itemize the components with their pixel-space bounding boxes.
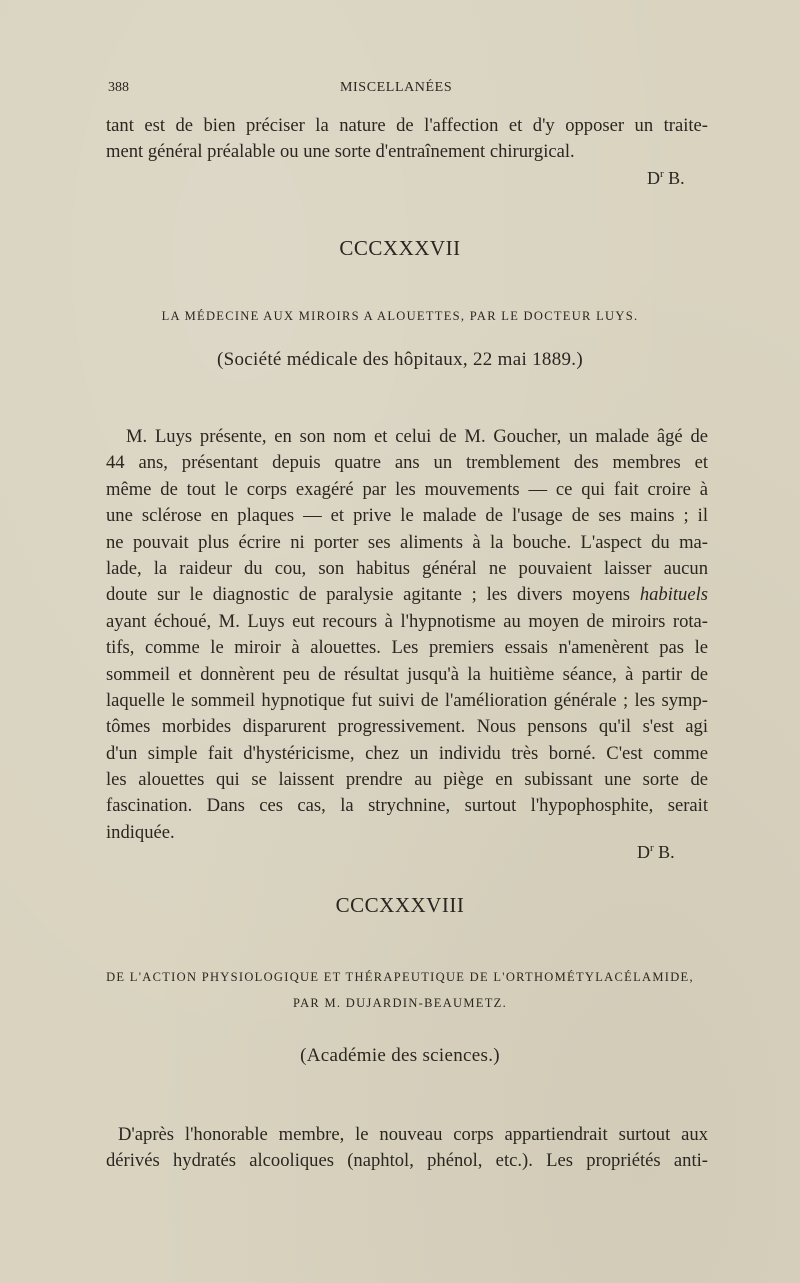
italic-word: habituels	[639, 584, 708, 606]
paragraph-line: fascination. Dans ces cas, la strychnine, surtout l'hypophosphite, serait	[106, 795, 708, 817]
running-title: MISCELLANÉES	[340, 80, 453, 95]
paragraph-line: tômes morbides disparurent progressivement. Nous pensons qu'il s'est agi	[106, 716, 708, 738]
article-title: LA MÉDECINE AUX MIROIRS A ALOUETTES, PAR LE DOCTEUR LUYS.	[161, 309, 639, 323]
article-source: (Société médicale des hôpitaux, 22 mai 1889.)	[217, 349, 583, 370]
paragraph-line: laquelle le sommeil hypnotique fut suivi de l'amélioration générale ; les symp-	[106, 689, 708, 711]
signature: $D^r$ B.	[637, 842, 675, 862]
paragraph-line: ment général préalable ou une sorte d'entraînement chirurgical.	[106, 141, 575, 163]
signature: $D^r$ B.	[647, 168, 685, 188]
paragraph-line: 44 ans, présentant depuis quatre ans un tremblement des membres et	[106, 452, 708, 474]
paragraph-line: ne pouvait plus écrire ni porter ses aliments à la bouche. L'aspect du ma-	[106, 531, 708, 553]
paragraph-line: lade, la raideur du cou, son habitus général ne pouvaient laisser aucun	[106, 557, 708, 579]
article-number: CCCXXXVII	[339, 236, 461, 260]
running-header	[108, 80, 708, 100]
page-number: 388	[108, 80, 129, 95]
article-title: DE L'ACTION PHYSIOLOGIQUE ET THÉRAPEUTIQUE DE L'ORTHOMÉTYLACÉLAMIDE,	[106, 970, 694, 984]
paragraph-line: sommeil et donnèrent peu de résultat jusqu'à la huitième séance, à partir de	[106, 663, 708, 685]
intro-paragraph	[106, 113, 708, 166]
paragraph-line: les alouettes qui se laissent prendre au piège en subissant une sorte de	[106, 769, 708, 791]
paragraph-line: une sclérose en plaques — et prive le malade de l'usage de ses mains ; il	[106, 505, 708, 527]
article-source: (Académie des sciences.)	[300, 1045, 500, 1066]
paragraph-line: tant est de bien préciser la nature de l'affection et d'y opposer un traite-	[106, 115, 708, 136]
paragraph-line: ayant échoué, M. Luys eut recours à l'hypnotisme au moyen de miroirs rota-	[106, 610, 708, 632]
paragraph-line-with-italic: doute sur le diagnostic de paralysie agitante ; les divers moyens habituels	[106, 584, 708, 606]
article-body	[106, 1122, 708, 1175]
paragraph-line: D'après l'honorable membre, le nouveau corps appartiendrait surtout aux	[118, 1124, 708, 1145]
paragraph-line: tifs, comme le miroir à alouettes. Les premiers essais n'amenèrent pas le	[106, 637, 708, 659]
paragraph-line: indiquée.	[106, 821, 175, 843]
article-number: CCCXXXVIII	[335, 893, 465, 917]
article-body	[106, 424, 708, 846]
paragraph-line: même de tout le corps exagéré par les mouvements — ce qui fait croire à	[106, 478, 708, 500]
paragraph-line: dérivés hydratés alcooliques (naphtol, phénol, etc.). Les propriétés anti-	[106, 1150, 708, 1172]
paragraph-line: M. Luys présente, en son nom et celui de M. Goucher, un malade âgé de	[126, 426, 708, 447]
paragraph-line: d'un simple fait d'hystéricisme, chez un individu très borné. C'est comme	[106, 742, 708, 764]
article-title-author: PAR M. DUJARDIN-BEAUMETZ.	[293, 996, 507, 1010]
